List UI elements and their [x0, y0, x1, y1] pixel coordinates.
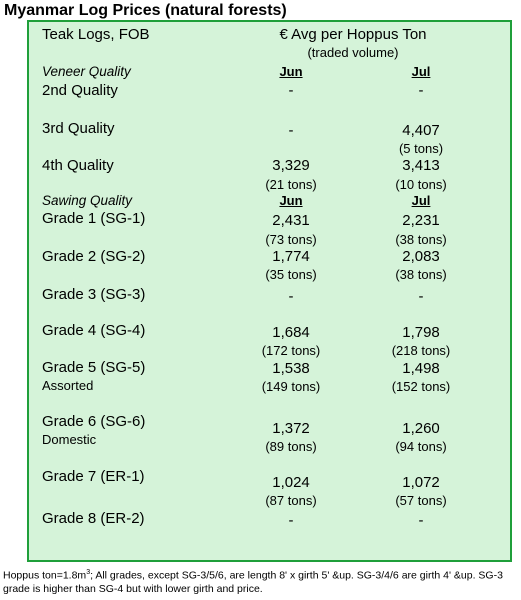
jun-tons: (87 tons): [265, 493, 317, 508]
jul-tons: (218 tons): [391, 343, 451, 358]
jul-price: 1,798: [402, 324, 440, 341]
jun-tons: (73 tons): [265, 232, 317, 247]
page-title: Myanmar Log Prices (natural forests): [4, 2, 287, 19]
jun-tons: (89 tons): [265, 439, 317, 454]
footnote: [3, 566, 519, 596]
jul-tons: (152 tons): [391, 379, 451, 394]
veneer-month-jul: Jul: [411, 64, 431, 79]
jul-price: -: [418, 82, 424, 99]
jul-tons: (38 tons): [395, 267, 447, 282]
jul-price: 4,407: [402, 122, 440, 139]
row-label: 2nd Quality: [42, 82, 118, 99]
jul-tons: (94 tons): [395, 439, 447, 454]
footnote-superscript: 3: [86, 569, 91, 576]
jul-price: 2,231: [402, 212, 440, 229]
jul-tons: (10 tons): [395, 177, 447, 192]
row-label: Grade 8 (ER-2): [42, 510, 145, 527]
jul-price: 3,413: [402, 157, 440, 174]
row-label: Grade 6 (SG-6): [42, 413, 146, 430]
footnote-rest: ; All grades, except SG-3/5/6, are length 8' x girth 5' &up. SG-3/4/6 are girth 4' &up. SG-3 grade is higher than SG-4 but with lower girth and price.: [3, 569, 503, 595]
row-sublabel: Assorted: [42, 378, 94, 393]
jul-price: -: [418, 288, 424, 305]
jun-tons: (172 tons): [261, 343, 321, 358]
jul-price: 1,498: [402, 360, 440, 377]
row-label: 4th Quality: [42, 157, 114, 174]
row-label: Grade 3 (SG-3): [42, 286, 146, 303]
unit-header: € Avg per Hoppus Ton: [279, 26, 427, 43]
row-sublabel: Domestic: [42, 432, 97, 447]
row-label: Grade 5 (SG-5): [42, 359, 146, 376]
row-label: Grade 1 (SG-1): [42, 210, 146, 227]
jul-price: 2,083: [402, 248, 440, 265]
jul-tons: (38 tons): [395, 232, 447, 247]
jun-price: 1,684: [272, 324, 310, 341]
jul-tons: (5 tons): [398, 141, 444, 156]
unit-note: (traded volume): [307, 45, 399, 60]
jun-tons: (21 tons): [265, 177, 317, 192]
jun-price: -: [288, 512, 294, 529]
jun-price: -: [288, 122, 294, 139]
jun-tons: (149 tons): [261, 379, 321, 394]
sawing-month-jul: Jul: [411, 193, 431, 208]
jul-price: -: [418, 512, 424, 529]
footnote-start: Hoppus ton=1.8m: [3, 569, 87, 582]
sawing-month-jun: Jun: [279, 193, 303, 208]
jun-price: 1,538: [272, 360, 310, 377]
jun-price: -: [288, 82, 294, 99]
jul-tons: (57 tons): [395, 493, 447, 508]
row-label: Grade 2 (SG-2): [42, 248, 146, 265]
jun-price: 1,024: [272, 474, 310, 491]
row-label: Grade 4 (SG-4): [42, 322, 146, 339]
jun-price: -: [288, 288, 294, 305]
sawing-heading: Sawing Quality: [42, 193, 133, 208]
row-label: 3rd Quality: [42, 120, 115, 137]
jun-price: 2,431: [272, 212, 310, 229]
jun-tons: (35 tons): [265, 267, 317, 282]
jul-price: 1,260: [402, 420, 440, 437]
veneer-heading: Veneer Quality: [42, 64, 131, 79]
veneer-month-jun: Jun: [279, 64, 303, 79]
jun-price: 1,774: [272, 248, 310, 265]
jul-price: 1,072: [402, 474, 440, 491]
jun-price: 1,372: [272, 420, 310, 437]
row-label: Grade 7 (ER-1): [42, 468, 145, 485]
jun-price: 3,329: [272, 157, 310, 174]
price-table-panel: [27, 20, 512, 562]
product-label: Teak Logs, FOB: [42, 26, 150, 43]
